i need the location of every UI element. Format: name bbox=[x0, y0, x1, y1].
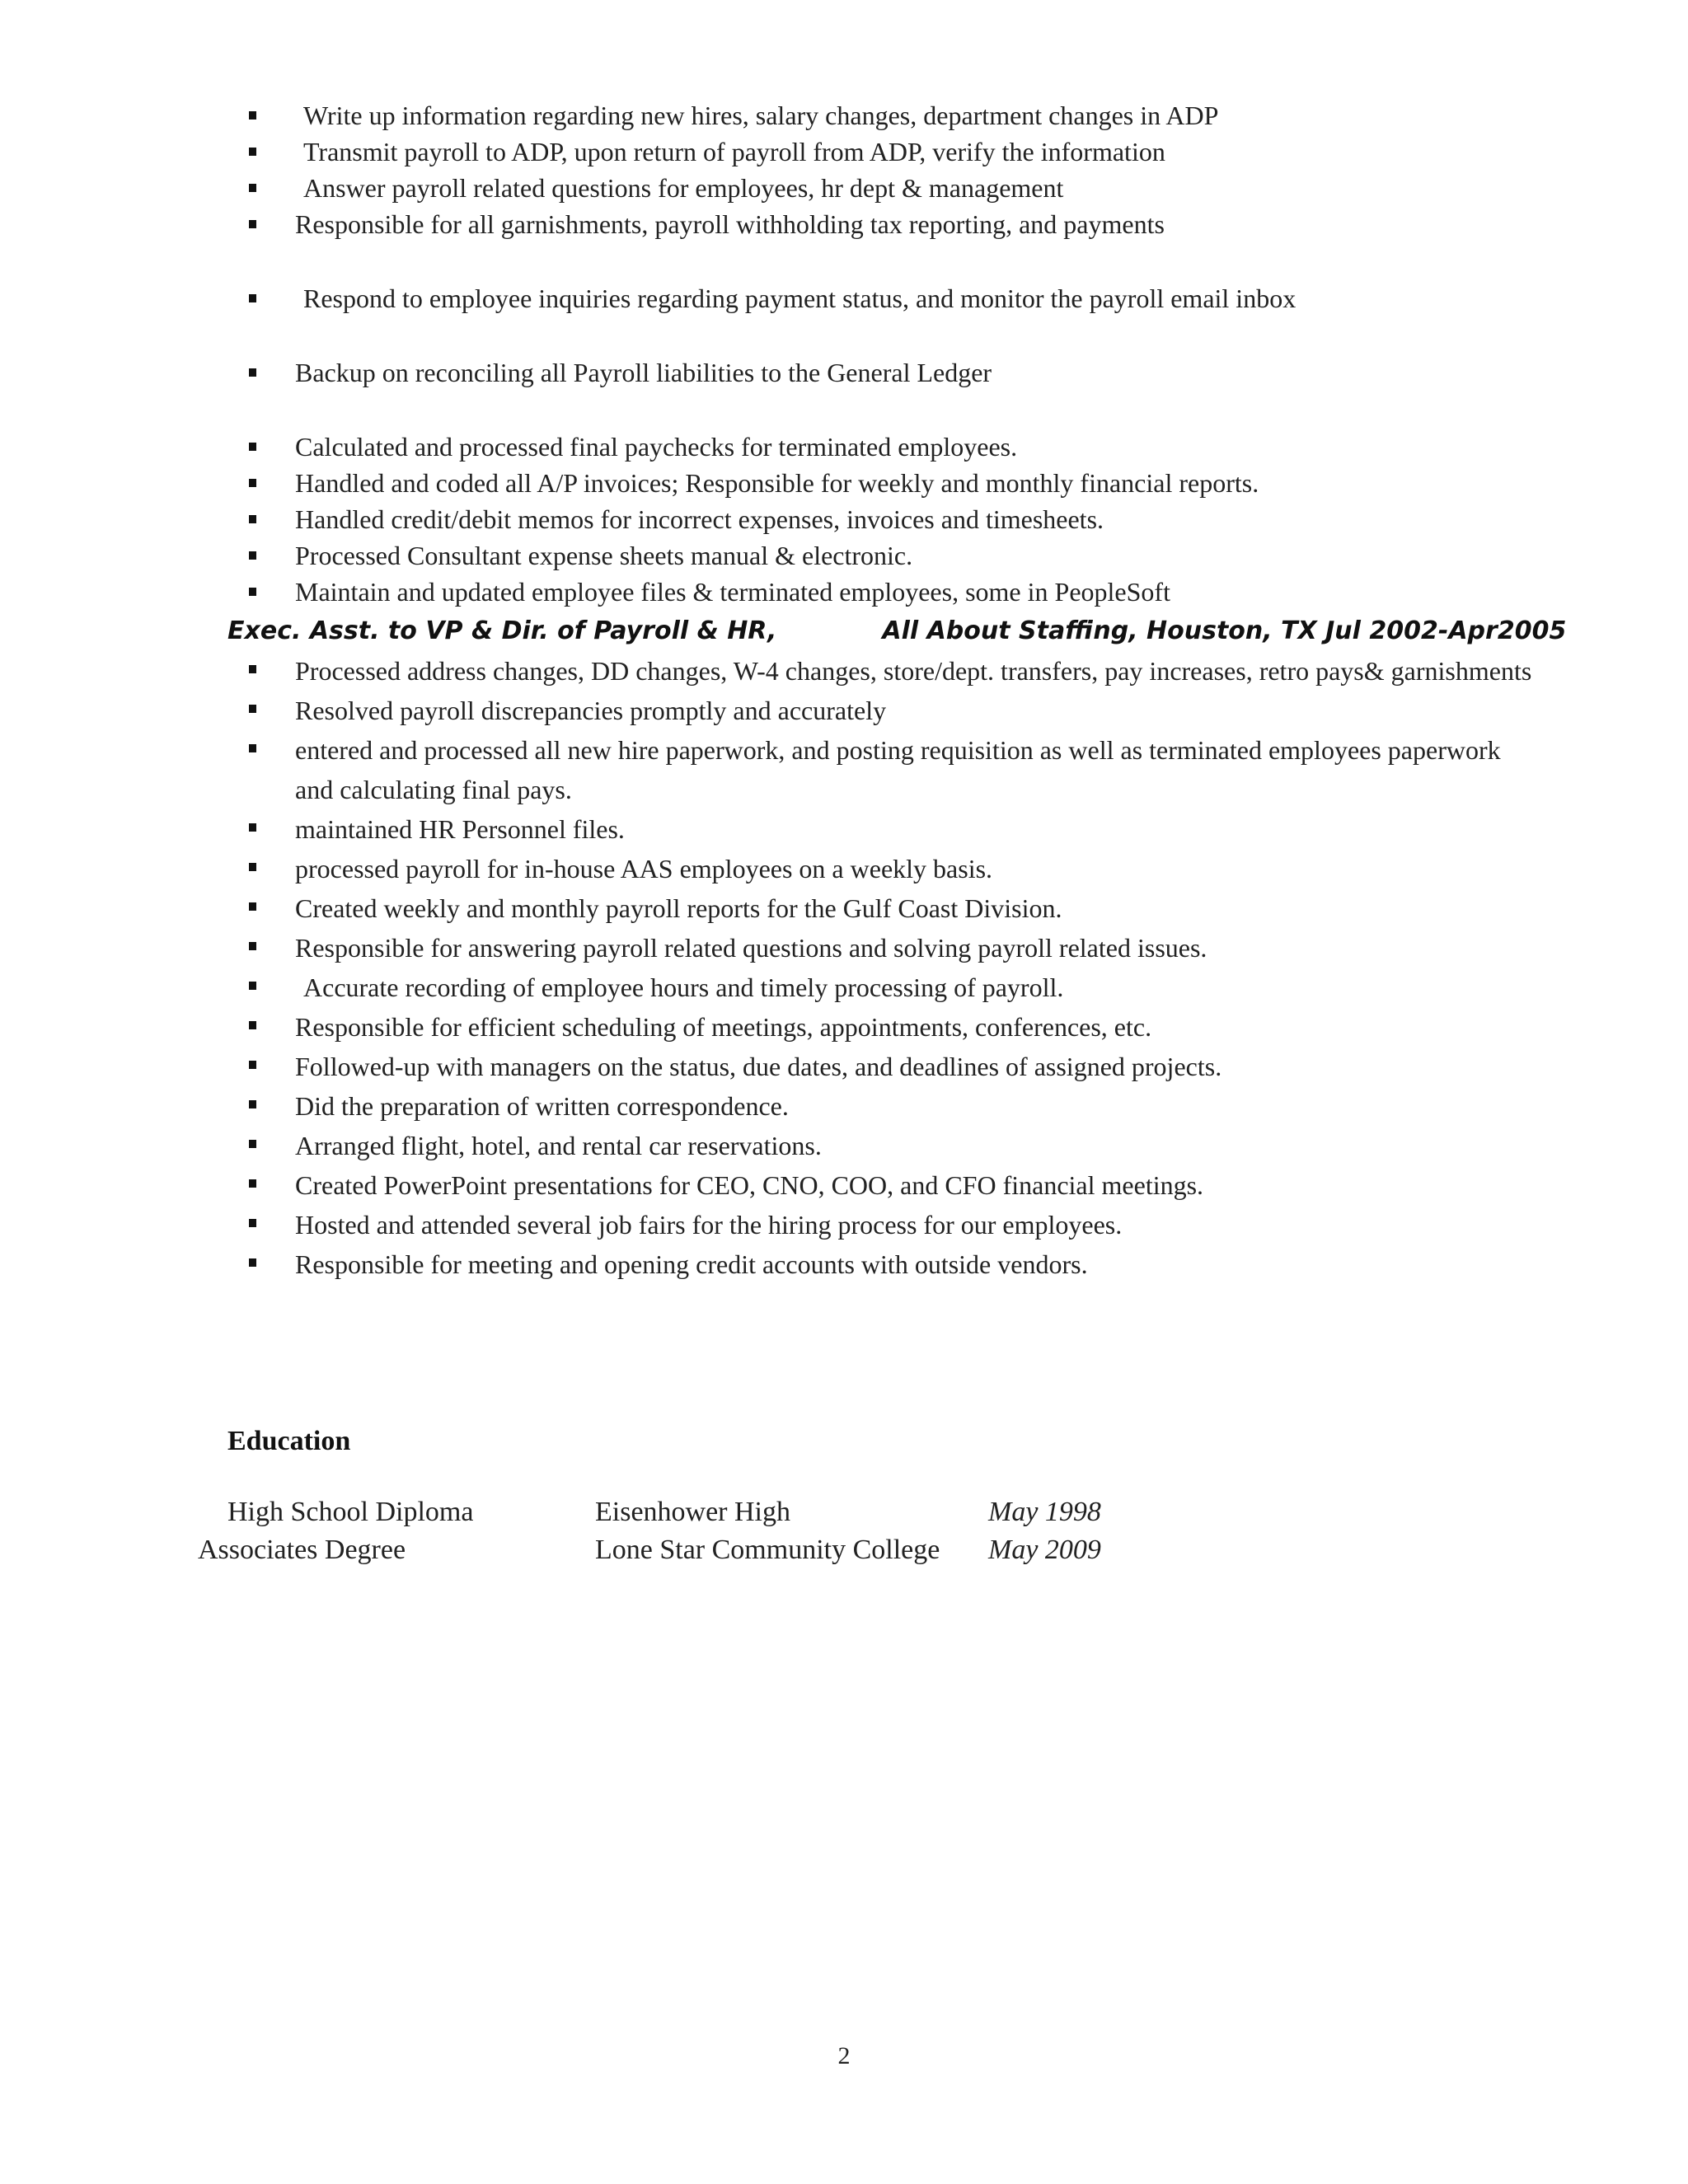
bullet-marker-icon bbox=[249, 148, 256, 156]
bullet-marker-icon bbox=[249, 1140, 256, 1148]
list-item: Write up information regarding new hires, salary changes, department changes in ADP bbox=[247, 97, 1533, 134]
list-item: Responsible for answering payroll related questions and solving payroll related issues. bbox=[247, 928, 1533, 968]
list-item: Hosted and attended several job fairs for the hiring process for our employees. bbox=[247, 1205, 1533, 1244]
education-date: May 2009 bbox=[988, 1535, 1101, 1565]
bullet-marker-icon bbox=[249, 184, 256, 192]
bullet-marker-icon bbox=[249, 1179, 256, 1188]
list-item: Calculated and processed final paychecks for terminated employees. bbox=[247, 429, 1533, 465]
bullet-marker-icon bbox=[249, 1258, 256, 1267]
bullet-marker-icon bbox=[249, 1061, 256, 1069]
bullet-marker-icon bbox=[249, 863, 256, 871]
bullet-marker-icon bbox=[249, 443, 256, 451]
education-degree: Associates Degree bbox=[198, 1535, 406, 1565]
bullet-marker-icon bbox=[249, 1219, 256, 1227]
bullet-marker-icon bbox=[249, 942, 256, 950]
job-heading bbox=[227, 613, 1567, 649]
list-item: Arranged flight, hotel, and rental car reservations. bbox=[247, 1126, 1533, 1165]
list-item: Answer payroll related questions for employees, hr dept & management bbox=[247, 170, 1533, 206]
previous-job-bullet-list bbox=[247, 97, 1533, 610]
list-item: Created weekly and monthly payroll reports for the Gulf Coast Division. bbox=[247, 888, 1533, 928]
education-school: Eisenhower High bbox=[595, 1497, 791, 1527]
list-item: Responsible for all garnishments, payroll withholding tax reporting, and payments bbox=[247, 206, 1533, 242]
education-heading: Education bbox=[227, 1426, 351, 1456]
education-date: May 1998 bbox=[988, 1497, 1101, 1527]
bullet-marker-icon bbox=[249, 1021, 256, 1029]
list-item: Handled and coded all A/P invoices; Responsible for weekly and monthly financial reports. bbox=[247, 465, 1533, 501]
list-item: Respond to employee inquiries regarding payment status, and monitor the payroll email inbox bbox=[247, 280, 1533, 316]
list-item: Transmit payroll to ADP, upon return of payroll from ADP, verify the information bbox=[247, 134, 1533, 170]
job-bullet-list bbox=[247, 651, 1533, 1284]
bullet-marker-icon bbox=[249, 982, 256, 990]
bullet-marker-icon bbox=[249, 515, 256, 523]
list-item: entered and processed all new hire paperwork, and posting requisition as well as terminated employees paperwork and calculating final pays. bbox=[247, 730, 1533, 809]
list-item: Handled credit/debit memos for incorrect expenses, invoices and timesheets. bbox=[247, 501, 1533, 537]
page-number: 2 bbox=[837, 2042, 851, 2069]
list-item: Processed Consultant expense sheets manual & electronic. bbox=[247, 537, 1533, 574]
bullet-marker-icon bbox=[249, 551, 256, 560]
list-item: Processed address changes, DD changes, W-4 changes, store/dept. transfers, pay increases, retro pays& garnishments bbox=[247, 651, 1533, 691]
bullet-marker-icon bbox=[249, 479, 256, 487]
list-item: Did the preparation of written correspondence. bbox=[247, 1086, 1533, 1126]
list-item: Responsible for efficient scheduling of meetings, appointments, conferences, etc. bbox=[247, 1007, 1533, 1047]
list-item: Backup on reconciling all Payroll liabilities to the General Ledger bbox=[247, 354, 1533, 391]
list-item: Resolved payroll discrepancies promptly and accurately bbox=[247, 691, 1533, 730]
bullet-marker-icon bbox=[249, 294, 256, 302]
job-company-location-dates: All About Staffing, Houston, TX Jul 2002-Apr2005 bbox=[882, 616, 1567, 645]
list-item: Accurate recording of employee hours and timely processing of payroll. bbox=[247, 968, 1533, 1007]
list-item: processed payroll for in-house AAS employees on a weekly basis. bbox=[247, 849, 1533, 888]
bullet-marker-icon bbox=[249, 823, 256, 832]
list-item: maintained HR Personnel files. bbox=[247, 809, 1533, 849]
list-item: Followed-up with managers on the status, due dates, and deadlines of assigned projects. bbox=[247, 1047, 1533, 1086]
list-item: Maintain and updated employee files & terminated employees, some in PeopleSoft bbox=[247, 574, 1533, 610]
bullet-marker-icon bbox=[249, 744, 256, 752]
bullet-marker-icon bbox=[249, 1100, 256, 1108]
bullet-marker-icon bbox=[249, 705, 256, 713]
job-title: Exec. Asst. to VP & Dir. of Payroll & HR, bbox=[227, 616, 777, 645]
bullet-marker-icon bbox=[249, 588, 256, 596]
education-degree: High School Diploma bbox=[227, 1497, 474, 1527]
bullet-marker-icon bbox=[249, 111, 256, 120]
list-item: Responsible for meeting and opening credit accounts with outside vendors. bbox=[247, 1244, 1533, 1284]
education-school: Lone Star Community College bbox=[595, 1535, 940, 1565]
bullet-marker-icon bbox=[249, 220, 256, 228]
bullet-marker-icon bbox=[249, 902, 256, 911]
bullet-marker-icon bbox=[249, 368, 256, 377]
bullet-marker-icon bbox=[249, 665, 256, 673]
list-item: Created PowerPoint presentations for CEO, CNO, COO, and CFO financial meetings. bbox=[247, 1165, 1533, 1205]
